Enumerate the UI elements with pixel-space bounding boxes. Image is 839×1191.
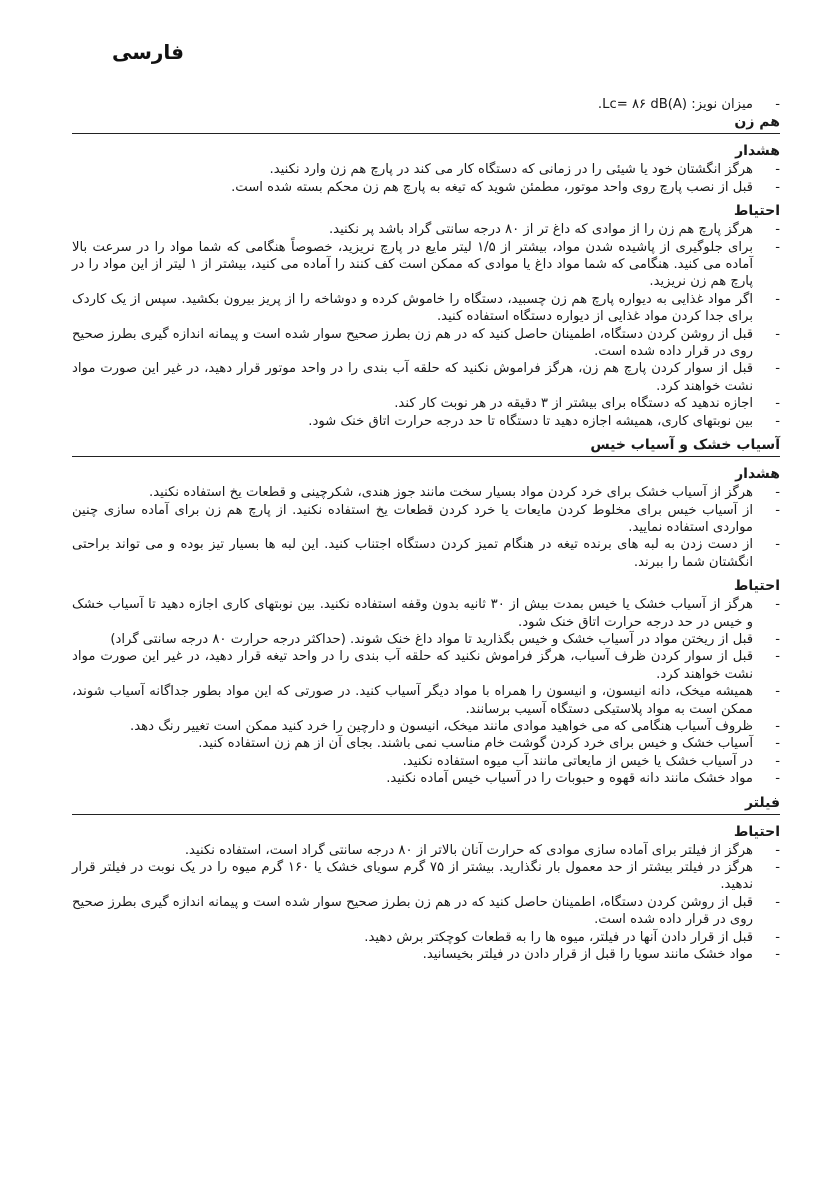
list-item: - از دست زدن به لبه های برنده تیغه در هنگام تمیز کردن دستگاه اجتناب کنید. این لبه ها بسیار تیز بوده و می تواند براحتی انگشتان شما را ببرند.: [72, 536, 780, 571]
warning-list: [72, 161, 780, 196]
caution-list: [72, 221, 780, 430]
caution-list: [72, 596, 780, 787]
list-item: - قبل از روشن کردن دستگاه، اطمینان حاصل کنید که در هم زن بطرز صحیح سوار شده است و پیمانه اندازه گیری بطرز صحیح روی در قرار داده شده است.: [72, 894, 780, 929]
section-title: هم زن: [72, 113, 780, 134]
warning-block: [72, 465, 780, 571]
list-item: - ظروف آسیاب هنگامی که می خواهید موادی مانند میخک، انیسون و دارچین را خرد کنید ممکن است تغییر رنگ دهد.: [72, 718, 780, 735]
list-item: - بین نوبتهای کاری، همیشه اجازه دهید تا دستگاه تا حد درجه حرارت اتاق خنک شود.: [72, 413, 780, 430]
caution-block: [72, 202, 780, 430]
warning-title: هشدار: [735, 466, 780, 483]
list-item: - قبل از روشن کردن دستگاه، اطمینان حاصل کنید که در هم زن بطرز صحیح سوار شده است و پیمانه اندازه گیری بطرز صحیح روی در قرار داده شده است.: [72, 326, 780, 361]
caution-block: [72, 823, 780, 964]
warning-list: [72, 484, 780, 571]
list-item: - قبل از نصب پارچ روی واحد موتور، مطمئن شوید که تیغه به پارچ هم زن محکم بسته شده است.: [72, 179, 780, 196]
list-item: - آسیاب خشک و خیس برای خرد کردن گوشت خام مناسب نمی باشند. بجای آن از هم زن استفاده کنید.: [72, 735, 780, 752]
warning-block: [72, 142, 780, 196]
list-item: - هرگز در فیلتر بیشتر از حد معمول بار نگذارید. بیشتر از ۷۵ گرم سویای خشک یا ۱۶۰ گرم میوه را در یک نوبت در فیلتر قرار ندهید.: [72, 859, 780, 894]
list-item: - اجازه ندهید که دستگاه برای بیشتر از ۳ دقیقه در هر نوبت کار کند.: [72, 395, 780, 412]
section-mills: [72, 436, 780, 788]
list-item: - هرگز از آسیاب خشک یا خیس بمدت بیش از ۳۰ ثانیه بدون وقفه استفاده نکنید. بین نوبتهای کاری اجازه دهید تا آسیاب خشک و خیس در حد درجه حرارت اتاق خنک شود.: [72, 596, 780, 631]
warning-title: هشدار: [735, 143, 780, 160]
caution-list: [72, 842, 780, 964]
list-item: - همیشه میخک، دانه انیسون، و انیسون را همراه با مواد دیگر آسیاب کنید. در صورتی که این مواد بطور جداگانه آسیاب شوند، ممکن است به مواد پلاستیکی دستگاه آسیب برسانند.: [72, 683, 780, 718]
document-page: [72, 0, 780, 1191]
list-item: - هرگز پارچ هم زن را از موادی که داغ تر از ۸۰ درجه سانتی گراد باشد پر نکنید.: [72, 221, 780, 238]
list-item: - قبل از ریختن مواد در آسیاب خشک و خیس بگذارید تا مواد داغ خنک شوند. (حداکثر درجه حرارت ۸۰ درجه سانتی گراد): [72, 631, 780, 648]
list-item: - قبل از سوار کردن پارچ هم زن، هرگز فراموش نکنید که حلقه آب بندی را در واحد موتور قرار دهید، در غیر این صورت مواد نشت خواهند کرد.: [72, 360, 780, 395]
caution-title: احتیاط: [733, 823, 780, 840]
noise-level-item: - میزان نویز: Lc= ۸۶ dB(A).: [72, 96, 780, 113]
language-title: فارسی: [112, 40, 185, 64]
list-item: - از آسیاب خیس برای مخلوط کردن مایعات یا خرد کردن قطعات یخ استفاده نکنید. از پارچ هم زن برای آماده سازی چنین مواردی استفاده نمایید.: [72, 502, 780, 537]
document-content: [72, 96, 780, 969]
list-item: - هرگز انگشتان خود یا شیئی را در زمانی که دستگاه کار می کند در پارچ هم زن وارد نکنید.: [72, 161, 780, 178]
caution-title: احتیاط: [733, 203, 780, 220]
section-title: فیلتر: [72, 794, 780, 815]
section-blender: [72, 113, 780, 430]
list-item: - هرگز از فیلتر برای آماده سازی موادی که حرارت آنان بالاتر از ۸۰ درجه سانتی گراد است، استفاده نکنید.: [72, 842, 780, 859]
list-item: - قبل از قرار دادن آنها در فیلتر، میوه ها را به قطعات کوچکتر برش دهید.: [72, 929, 780, 946]
list-item: - مواد خشک مانند سویا را قبل از قرار دادن در فیلتر بخیسانید.: [72, 946, 780, 963]
list-item: - در آسیاب خشک یا خیس از مایعاتی مانند آب میوه استفاده نکنید.: [72, 753, 780, 770]
section-title: آسیاب خشک و آسیاب خیس: [72, 436, 780, 457]
list-item: - هرگز از آسیاب خشک برای خرد کردن مواد بسیار سخت مانند جوز هندی، شکرچینی و قطعات یخ استفاده نکنید.: [72, 484, 780, 501]
list-item: - برای جلوگیری از پاشیده شدن مواد، بیشتر از ۱/۵ لیتر مایع در پارچ نریزید، خصوصاً هنگامی که شما مواد را در سرعت بالا آماده می کنید. هنگامی که شما مواد داغ یا موادی که ممکن است کف کنند را آماده می کنید، بیشتر از ۱ لیتر از این مواد را در پارچ هم زن نریزید.: [72, 239, 780, 291]
caution-title: احتیاط: [733, 578, 780, 595]
list-item: - اگر مواد غذایی به دیواره پارچ هم زن چسبید، دستگاه را خاموش کرده و دوشاخه را از پریز بیرون بکشید. سپس از یک کاردک برای جدا کردن مواد غذایی از دیواره دستگاه استفاده کنید.: [72, 291, 780, 326]
section-filter: [72, 794, 780, 964]
noise-list: [72, 96, 780, 113]
caution-block: [72, 577, 780, 787]
list-item: - مواد خشک مانند دانه قهوه و حبوبات را در آسیاب خیس آماده نکنید.: [72, 770, 780, 787]
list-item: - قبل از سوار کردن ظرف آسیاب، هرگز فراموش نکنید که حلقه آب بندی را در واحد تیغه قرار دهید، در غیر این صورت مواد نشت خواهند کرد.: [72, 648, 780, 683]
